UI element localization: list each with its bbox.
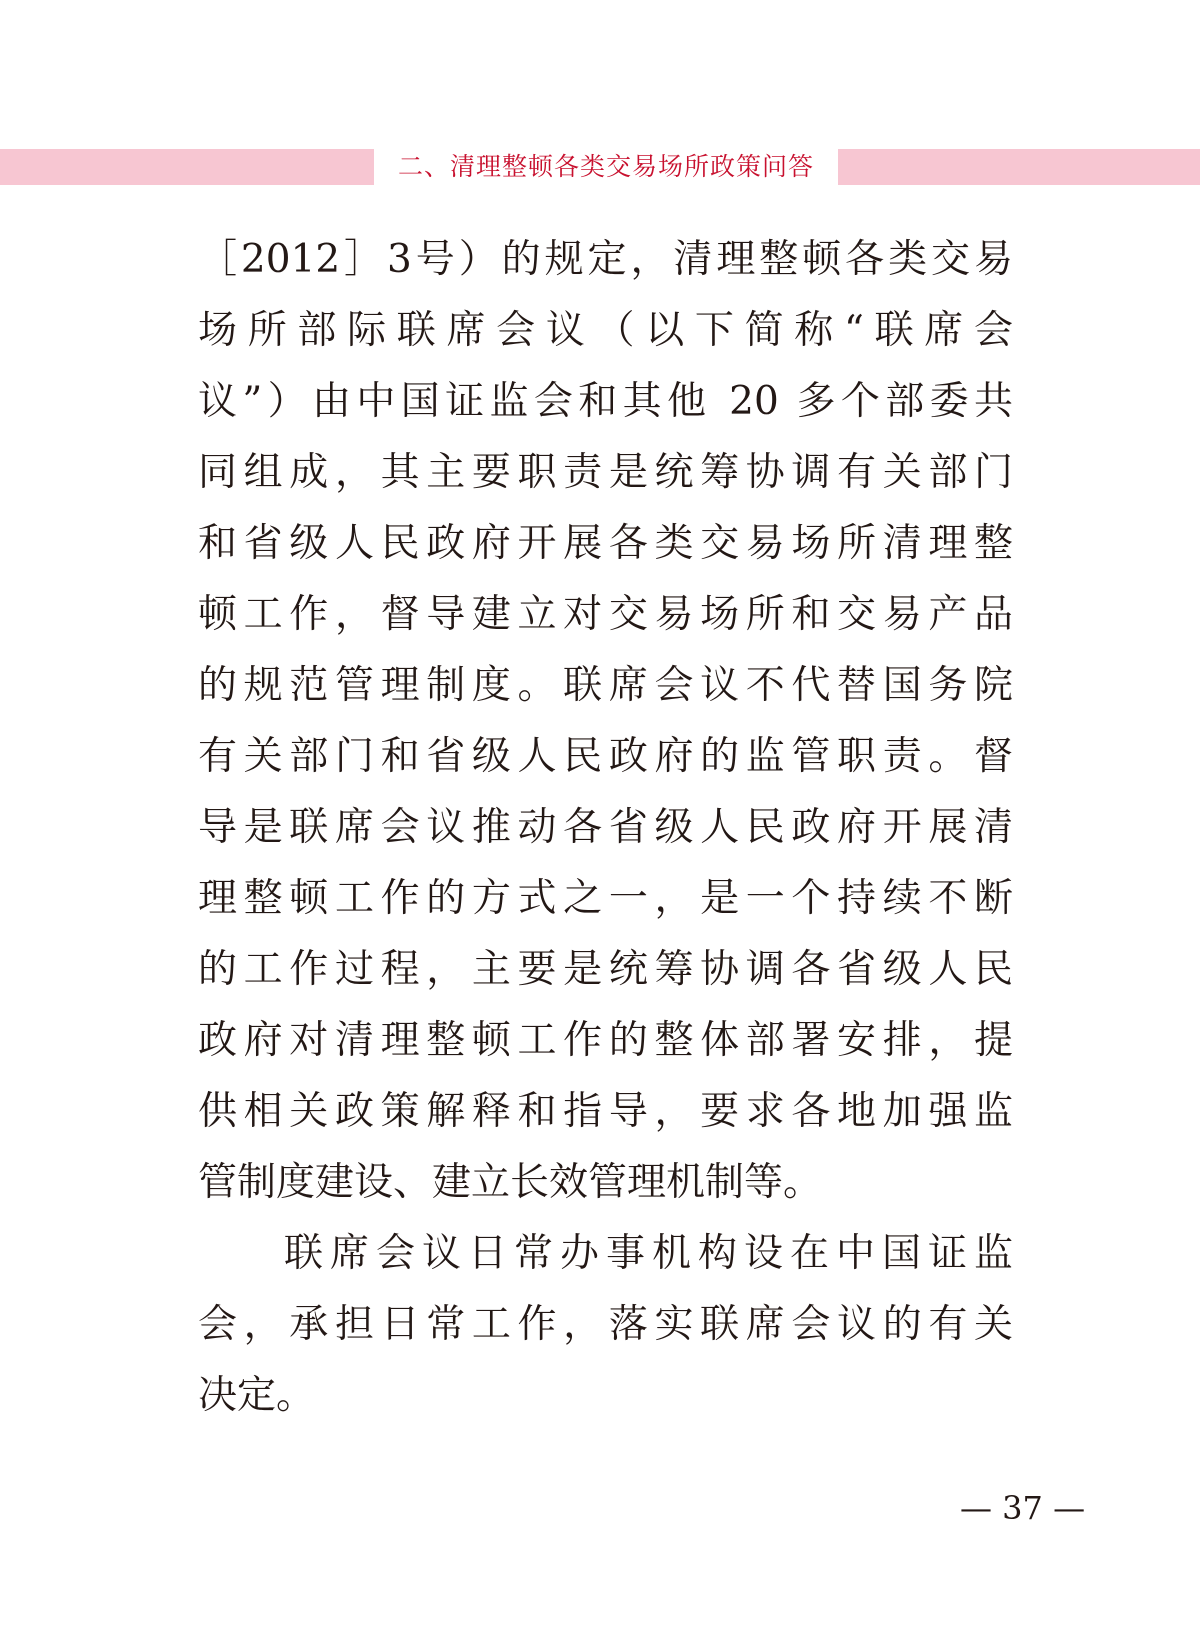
text-line: 供相关政策解释和指导，要求各地加强监 xyxy=(198,1089,1013,1134)
paragraph-end-line: 决定。 xyxy=(198,1373,316,1418)
section-header-band xyxy=(0,149,1200,185)
text-line: 场所部际联席会议（以下简称“联席会 xyxy=(198,308,1013,353)
text-line: 会，承担日常工作，落实联席会议的有关 xyxy=(198,1302,1013,1347)
text-line: 的工作过程，主要是统筹协调各省级人民 xyxy=(198,947,1013,992)
paragraph-start-line: 联席会议日常办事机构设在中国证监 xyxy=(284,1231,1013,1276)
section-header-title: 二、清理整顿各类交易场所政策问答 xyxy=(397,152,814,181)
body-text xyxy=(198,224,1013,1431)
text-line: 理整顿工作的方式之一，是一个持续不断 xyxy=(198,876,1013,921)
text-line: 政府对清理整顿工作的整体部署安排，提 xyxy=(198,1018,1013,1063)
text-line: ［2012］3号）的规定，清理整顿各类交易 xyxy=(198,237,1013,282)
header-band-left-stripe xyxy=(0,149,374,185)
text-line: 的规范管理制度。联席会议不代替国务院 xyxy=(198,663,1013,708)
text-line: 同组成，其主要职责是统筹协调有关部门 xyxy=(198,450,1013,495)
text-line: 有关部门和省级人民政府的监管职责。督 xyxy=(198,734,1013,779)
text-line: 导是联席会议推动各省级人民政府开展清 xyxy=(198,805,1013,850)
text-line: 顿工作，督导建立对交易场所和交易产品 xyxy=(198,592,1013,637)
text-line: 和省级人民政府开展各类交易场所清理整 xyxy=(198,521,1013,566)
paragraph-end-line: 管制度建设、建立长效管理机制等。 xyxy=(198,1160,823,1205)
text-line: 议”）由中国证监会和其他 20 多个部委共 xyxy=(198,379,1013,424)
page-number: — 37 — xyxy=(960,1489,1086,1527)
header-band-right-stripe xyxy=(838,149,1200,185)
